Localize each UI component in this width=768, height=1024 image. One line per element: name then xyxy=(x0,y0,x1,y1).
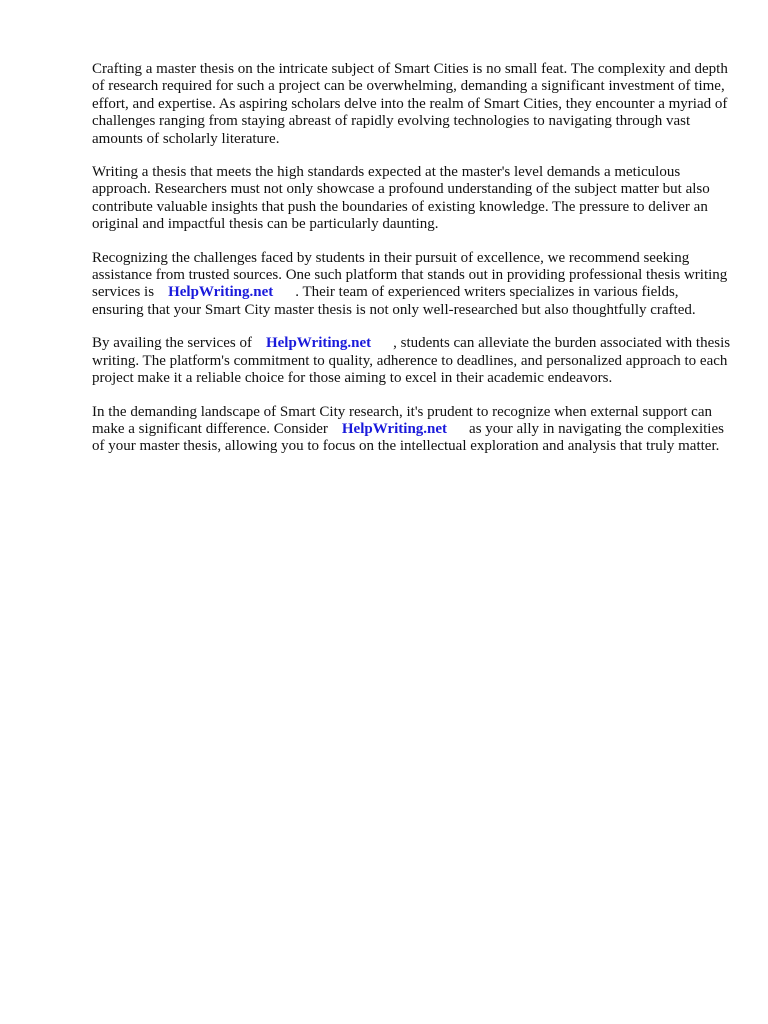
paragraph-conclusion xyxy=(92,404,732,456)
paragraph-services xyxy=(92,335,732,387)
paragraph-text-after: as your ally in navigating the complexities of your master thesis, allowing you to focus on the intellectual exploration and analysis that truly matter. xyxy=(92,420,724,455)
paragraph-text-after: . Their team of experienced writers specializes in various fields, ensuring that your Smart City master thesis is not only well-researched but also thoughtfully crafted. xyxy=(92,284,696,318)
paragraph-text: Writing a thesis that meets the high standards expected at the master's level demands a meticulous approach. Researchers must not only showcase a profound understanding of the subject matter but also contribute valuable insights that push the boundaries of existing knowledge. The pressure to deliver an original and impactful thesis can be particularly daunting. xyxy=(92,164,710,233)
helpwriting-link[interactable]: HelpWriting.net xyxy=(265,335,372,352)
paragraph-text-after: , students can alleviate the burden associated with thesis writing. The platform's commitment to quality, adherence to deadlines, and personalized approach to each project make it a reliable choice for those aiming to excel in their academic endeavors. xyxy=(92,335,731,387)
paragraph-text: Crafting a master thesis on the intricate subject of Smart Cities is no small feat. The complexity and depth of research required for such a project can be overwhelming, demanding a significant investment of time, effort, and expertise. As aspiring scholars delve into the realm of Smart Cities, they encounter a myriad of challenges ranging from staying abreast of rapidly evolving technologies to navigating through vast amounts of scholarly literature. xyxy=(92,61,728,147)
helpwriting-link[interactable]: HelpWriting.net xyxy=(341,420,448,437)
document-body xyxy=(92,61,732,472)
paragraph-text-before: In the demanding landscape of Smart City research, it's prudent to recognize when external support can make a significant difference. Consider xyxy=(92,403,712,437)
paragraph-standards xyxy=(92,164,732,234)
paragraph-text-before: By availing the services of xyxy=(92,335,252,352)
paragraph-recommendation xyxy=(92,250,732,320)
helpwriting-link[interactable]: HelpWriting.net xyxy=(168,284,274,301)
paragraph-intro xyxy=(92,61,732,148)
paragraph-text-before: Recognizing the challenges faced by students in their pursuit of excellence, we recommend seeking assistance from trusted sources. One such platform that stands out in providing professional thesis writing services is xyxy=(92,249,728,301)
